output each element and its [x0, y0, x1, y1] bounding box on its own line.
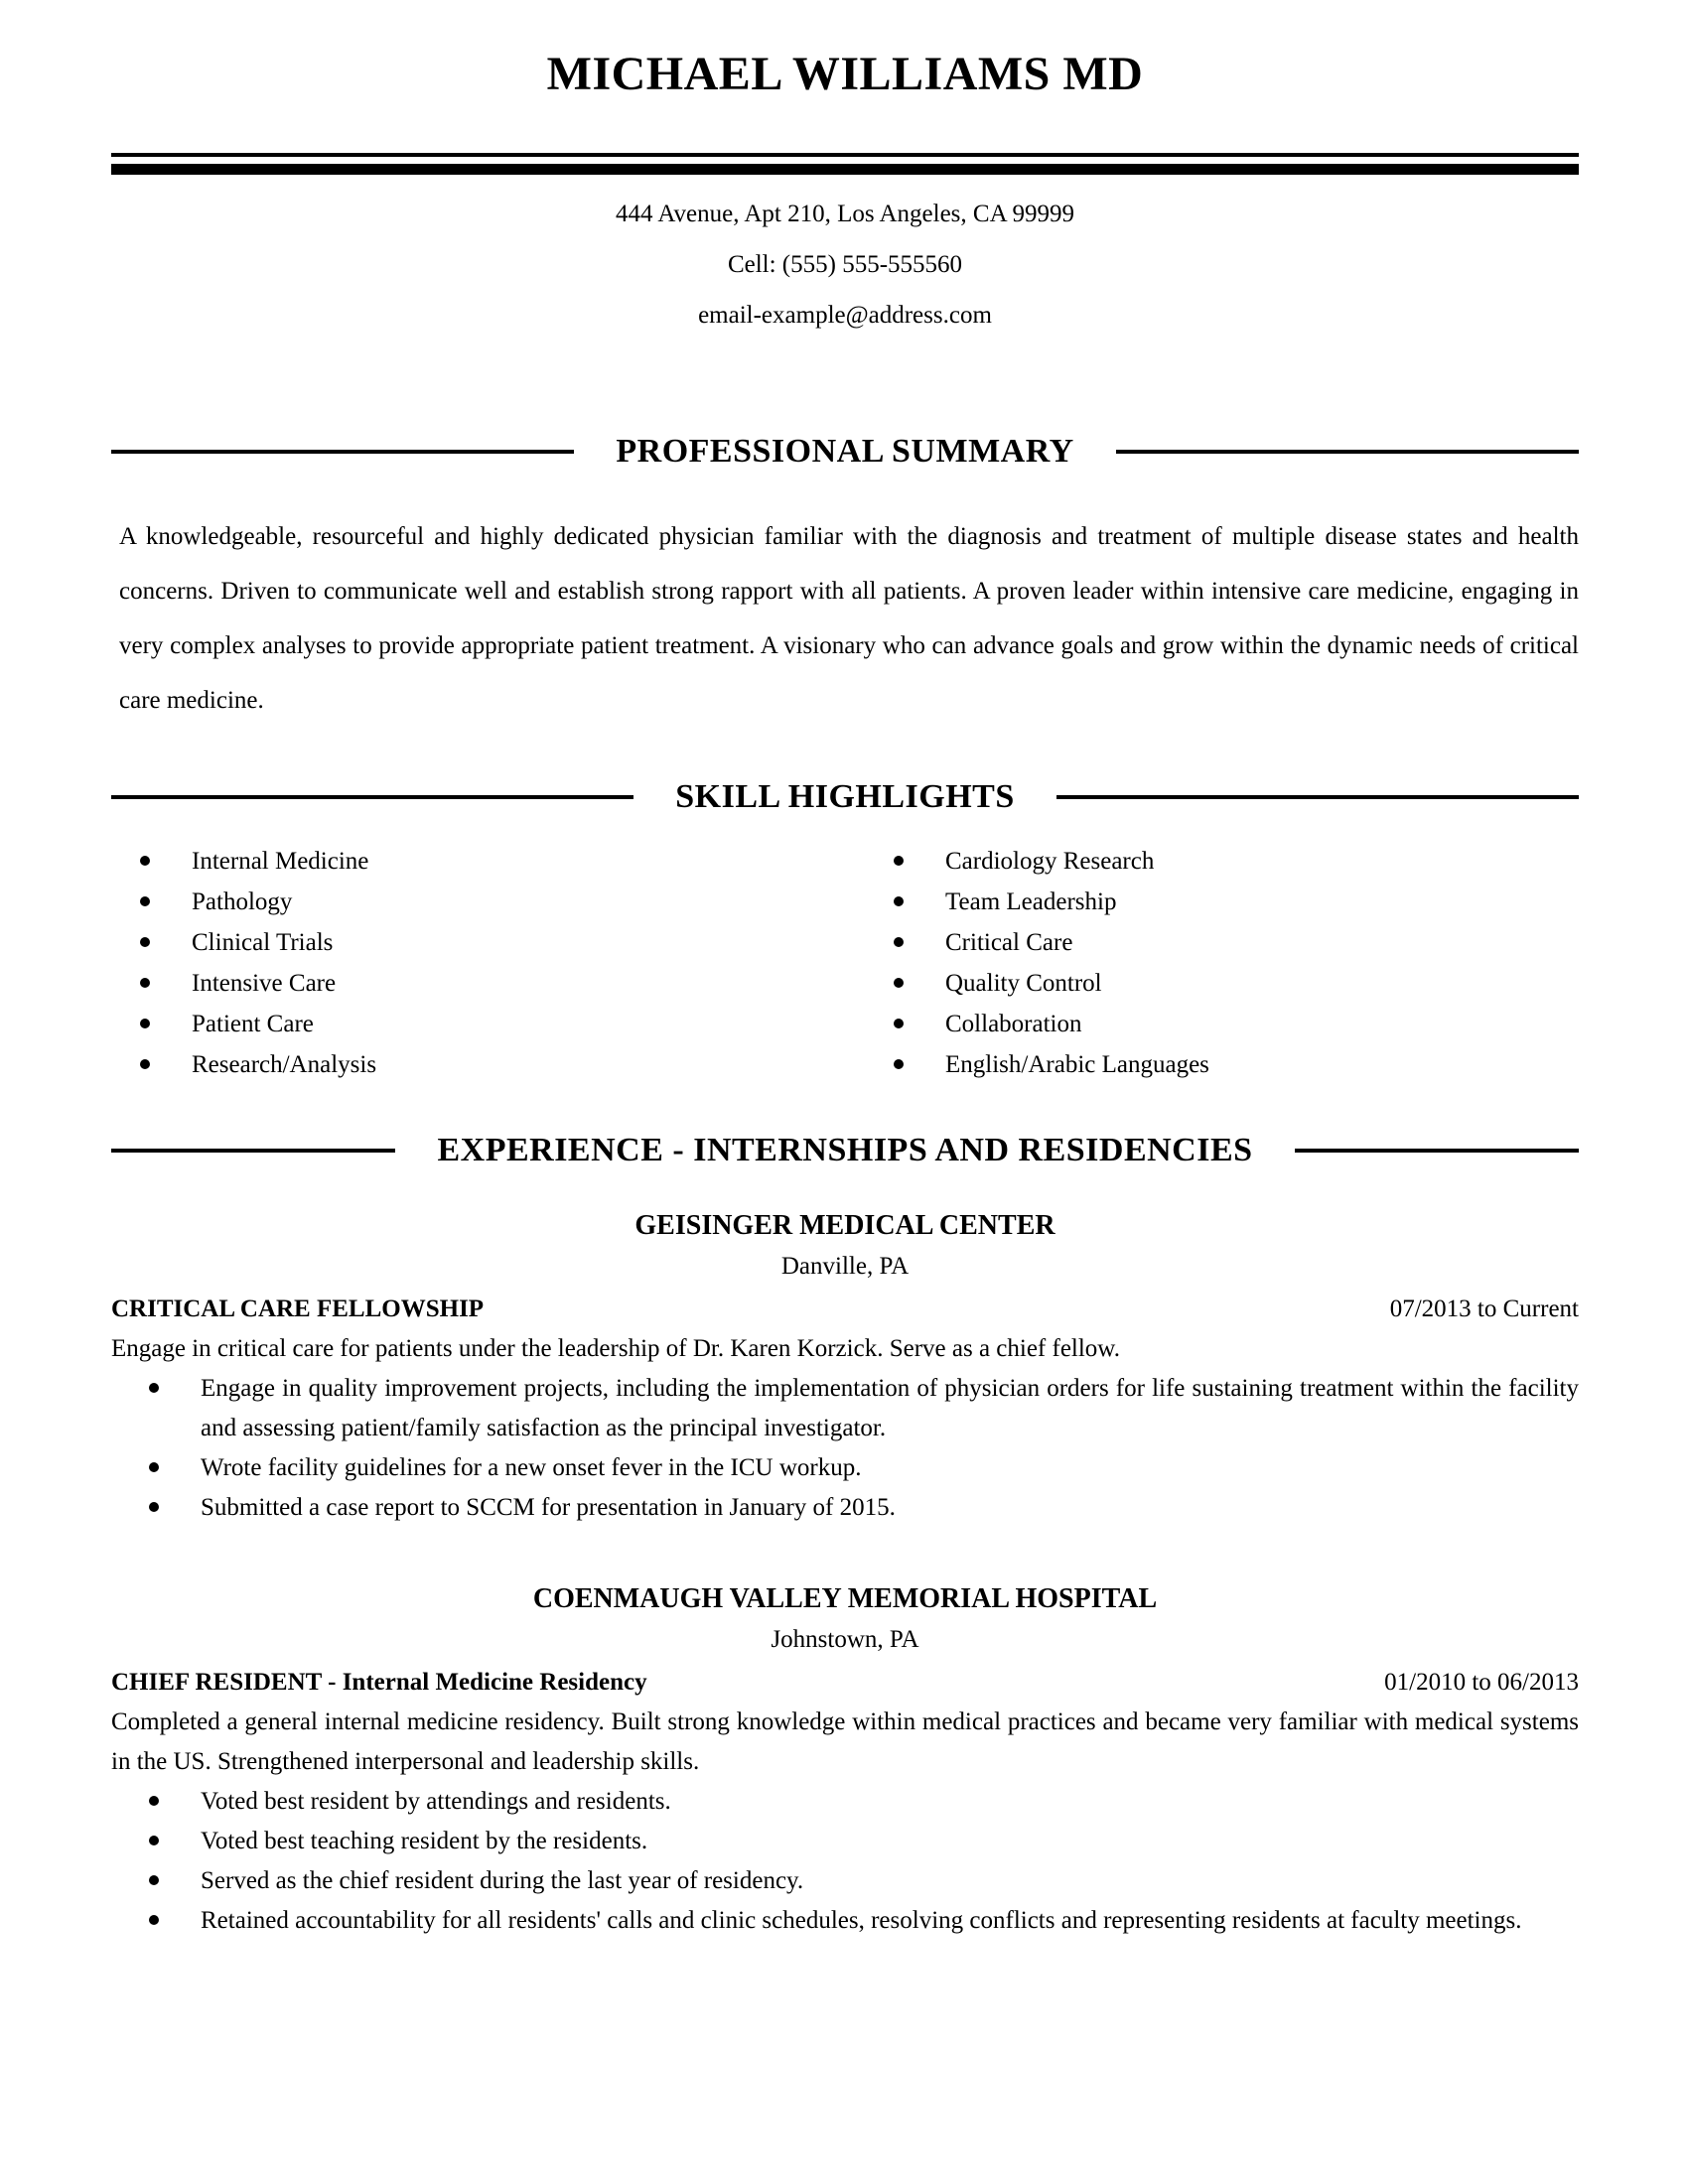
skill-label: Research/Analysis	[192, 1051, 377, 1078]
skill-label: English/Arabic Languages	[945, 1051, 1209, 1078]
job-bullet-list	[111, 1369, 1579, 1528]
job-bullet	[111, 1369, 1579, 1448]
skill-label: Quality Control	[945, 970, 1102, 997]
bullet-icon	[894, 937, 904, 947]
skills-column-left	[111, 841, 845, 1085]
heading-line-right	[1295, 1149, 1579, 1153]
bullet-icon	[140, 978, 150, 988]
job-bullet-text: Retained accountability for all residents' calls and clinic schedules, resolving conflicts and representing residents at faculty meetings.	[201, 1907, 1522, 1934]
skill-item	[111, 963, 845, 1004]
summary-title: PROFESSIONAL SUMMARY	[616, 433, 1074, 470]
skill-label: Team Leadership	[945, 888, 1117, 915]
skill-label: Cardiology Research	[945, 848, 1155, 875]
job-dates: 01/2010 to 06/2013	[1384, 1669, 1579, 1696]
job-dates: 07/2013 to Current	[1389, 1296, 1579, 1322]
job-employer: GEISINGER MEDICAL CENTER	[634, 1210, 1055, 1241]
job-bullet	[111, 1448, 1579, 1488]
bullet-icon	[149, 1915, 159, 1925]
job-role: CRITICAL CARE FELLOWSHIP	[111, 1296, 485, 1322]
job-bullet-text: Voted best teaching resident by the residents.	[201, 1828, 648, 1854]
heading-line-left	[111, 795, 633, 799]
job-bullet-list	[111, 1782, 1579, 1941]
bullet-icon	[894, 1059, 904, 1069]
skill-label: Intensive Care	[192, 970, 337, 997]
bullet-icon	[894, 1019, 904, 1028]
skill-item	[111, 1044, 845, 1085]
job-bullet-text: Engage in quality improvement projects, including the implementation of physician orders for life sustaining treatment within the facility and assessing patient/family satisfaction as the principal investigator.	[201, 1375, 1579, 1441]
bullet-icon	[140, 1059, 150, 1069]
job-bullet	[111, 1782, 1579, 1822]
skill-item	[845, 1004, 1579, 1044]
job-location: Johnstown, PA	[771, 1626, 919, 1653]
summary-paragraph: A knowledgeable, resourceful and highly dedicated physician familiar with the diagnosis and treatment of multiple disease states and health concerns. Driven to communicate well and establish strong rapport with all patients. A proven leader within intensive care medicine, engaging in very complex analyses to provide appropriate patient treatment. A visionary who can advance goals and grow within the dynamic needs of critical care medicine.	[119, 523, 1579, 714]
bullet-icon	[894, 856, 904, 866]
job-titlebar	[111, 1663, 1579, 1703]
experience-title: EXPERIENCE - INTERNSHIPS AND RESIDENCIES	[437, 1132, 1253, 1168]
job-bullet	[111, 1861, 1579, 1901]
skills-column-right	[845, 841, 1579, 1085]
skills-columns	[111, 841, 1579, 1085]
skill-item	[845, 1044, 1579, 1085]
contact-email: email-example@address.com	[698, 302, 992, 329]
skills-title: SKILL HIGHLIGHTS	[675, 778, 1015, 815]
job-bullet-text: Wrote facility guidelines for a new onset fever in the ICU workup.	[201, 1454, 862, 1481]
bullet-icon	[894, 896, 904, 906]
job-entry-coenmaugh	[111, 1579, 1579, 1941]
contact-address: 444 Avenue, Apt 210, Los Angeles, CA 99999	[615, 201, 1075, 227]
job-description: Completed a general internal medicine residency. Built strong knowledge within medical practices and became very familiar with medical systems in the US. Strengthened interpersonal and leadership skills.	[111, 1708, 1579, 1775]
job-bullet-text: Served as the chief resident during the last year of residency.	[201, 1867, 804, 1894]
job-titlebar	[111, 1290, 1579, 1329]
heading-line-left	[111, 1149, 395, 1153]
job-bullet	[111, 1901, 1579, 1941]
contact-cell: Cell: (555) 555-555560	[727, 251, 963, 278]
bullet-icon	[149, 1462, 159, 1472]
bullet-icon	[140, 937, 150, 947]
skill-label: Clinical Trials	[192, 929, 334, 956]
skill-label: Pathology	[192, 888, 293, 915]
bullet-icon	[140, 856, 150, 866]
candidate-name: MICHAEL WILLIAMS MD	[546, 48, 1144, 100]
contact-block	[111, 189, 1579, 341]
bullet-icon	[149, 1875, 159, 1885]
job-bullet	[111, 1488, 1579, 1528]
skill-label: Collaboration	[945, 1011, 1082, 1037]
bullet-icon	[149, 1502, 159, 1512]
skill-label: Critical Care	[945, 929, 1073, 956]
skill-item	[845, 841, 1579, 882]
bullet-icon	[149, 1796, 159, 1806]
section-heading-summary	[111, 430, 1579, 474]
job-entry-geisinger	[111, 1206, 1579, 1528]
section-heading-skills	[111, 775, 1579, 819]
bullet-icon	[149, 1836, 159, 1845]
header-rule-thin	[111, 153, 1579, 157]
heading-line-right	[1056, 795, 1579, 799]
heading-line-left	[111, 450, 574, 454]
resume-content	[111, 46, 1579, 1941]
bullet-icon	[894, 978, 904, 988]
job-bullet-text: Submitted a case report to SCCM for presentation in January of 2015.	[201, 1494, 896, 1521]
skill-item	[845, 963, 1579, 1004]
job-role: CHIEF RESIDENT - Internal Medicine Residency	[111, 1669, 647, 1696]
skill-item	[845, 882, 1579, 922]
skill-label: Internal Medicine	[192, 848, 369, 875]
bullet-icon	[140, 1019, 150, 1028]
heading-line-right	[1116, 450, 1579, 454]
skill-item	[111, 841, 845, 882]
job-description: Engage in critical care for patients under the leadership of Dr. Karen Korzick. Serve as a chief fellow.	[111, 1335, 1120, 1362]
header-rule-thick	[111, 164, 1579, 175]
skill-item	[111, 882, 845, 922]
skill-item	[111, 1004, 845, 1044]
job-bullet	[111, 1822, 1579, 1861]
section-heading-experience	[111, 1129, 1579, 1172]
job-location: Danville, PA	[780, 1253, 910, 1280]
skill-label: Patient Care	[192, 1011, 314, 1037]
bullet-icon	[149, 1383, 159, 1393]
skill-item	[111, 922, 845, 963]
job-bullet-text: Voted best resident by attendings and residents.	[201, 1788, 671, 1815]
job-employer: COENMAUGH VALLEY MEMORIAL HOSPITAL	[532, 1583, 1158, 1614]
skill-item	[845, 922, 1579, 963]
bullet-icon	[140, 896, 150, 906]
